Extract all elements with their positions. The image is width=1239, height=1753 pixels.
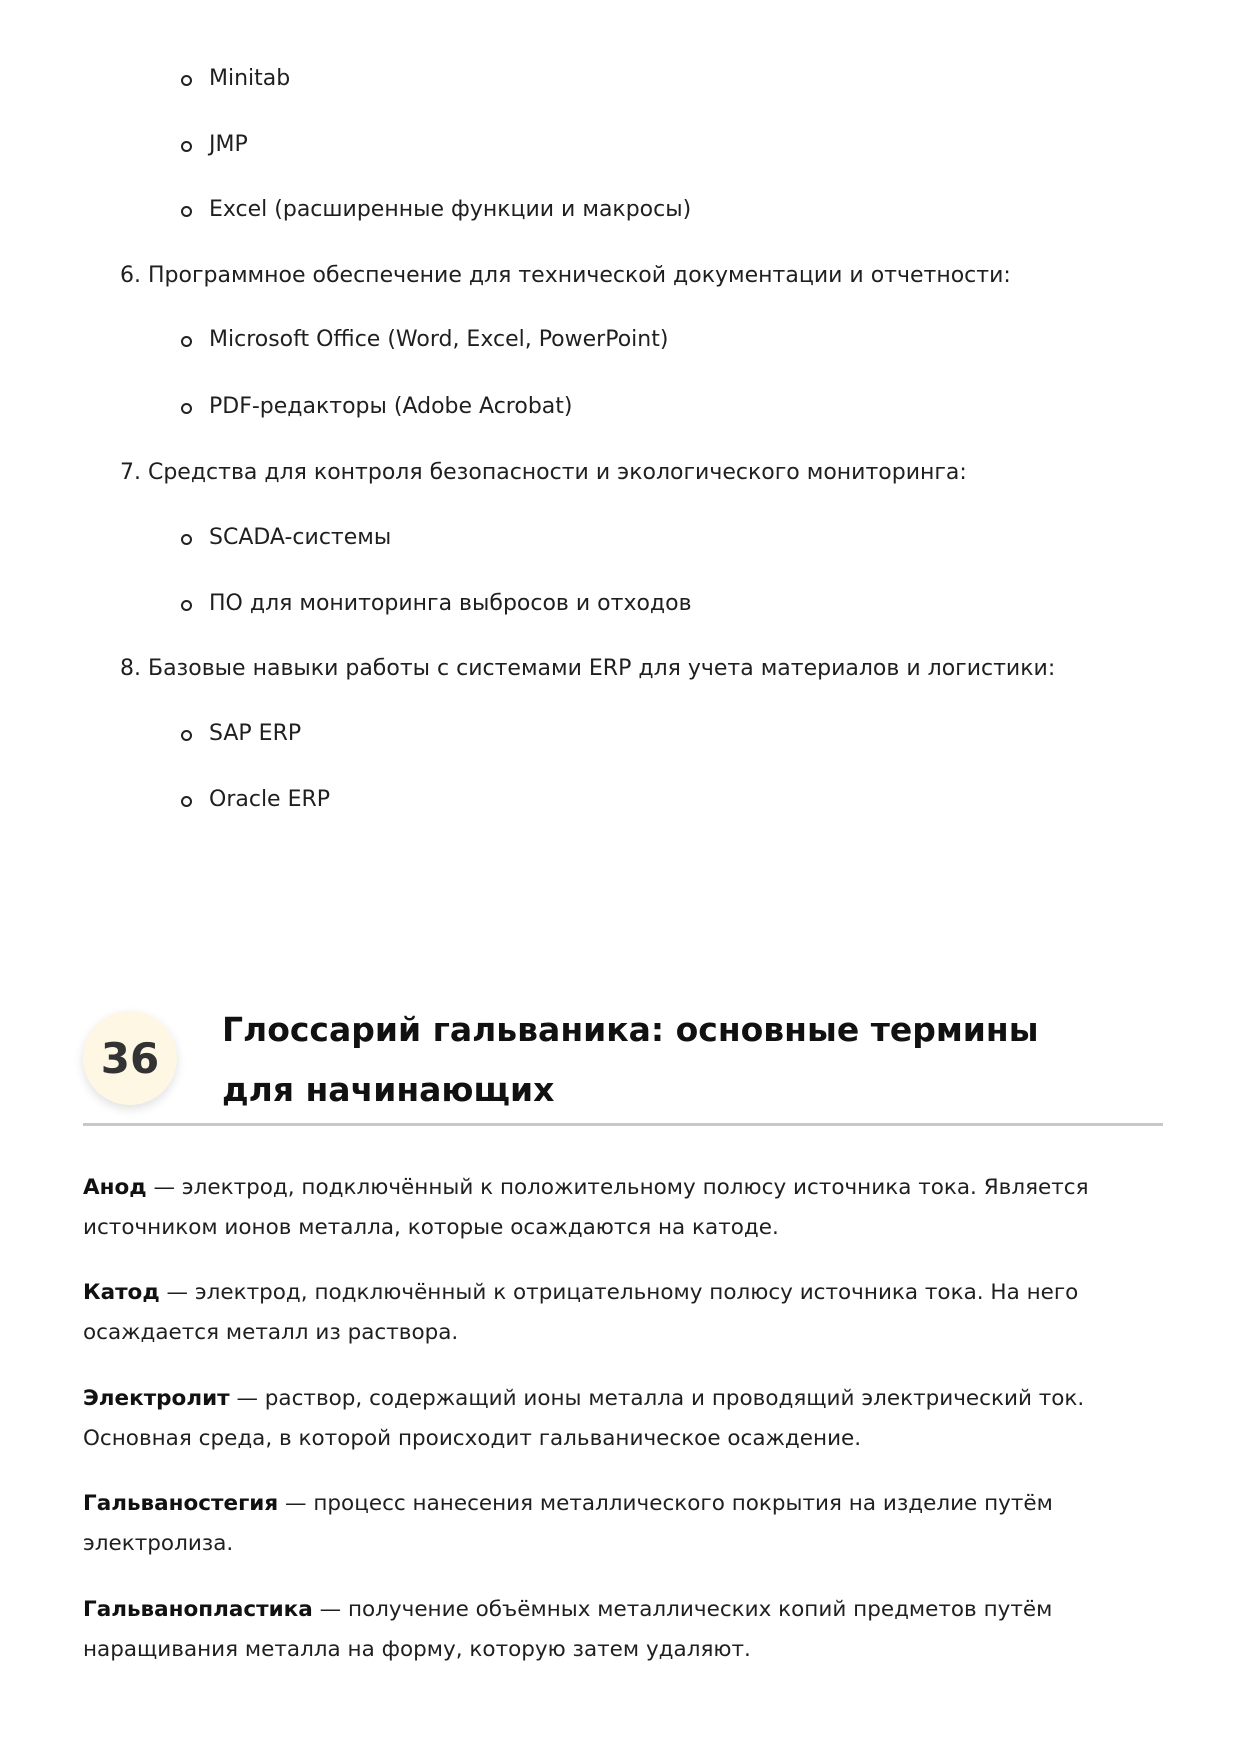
list-item: SCADA-системы <box>209 523 391 553</box>
glossary-entry <box>83 1590 1143 1670</box>
section-title: Глоссарий гальваника: основные термины для начинающих <box>222 1010 1039 1109</box>
glossary-term: Анод <box>83 1175 147 1200</box>
list-item: Minitab <box>209 64 290 94</box>
glossary-entry <box>83 1168 1143 1248</box>
list-item: Excel (расширенные функции и макросы) <box>209 195 691 225</box>
list-item: ПО для мониторинга выбросов и отходов <box>209 589 692 619</box>
numbered-item: 8. Базовые навыки работы с системами ERP для учета материалов и логистики: <box>120 656 1056 681</box>
list-item: Oracle ERP <box>209 785 330 815</box>
glossary-entry <box>83 1484 1143 1564</box>
glossary-term: Электролит <box>83 1386 230 1411</box>
section-number-badge: 36 <box>83 1011 177 1105</box>
list-item: PDF-редакторы (Adobe Acrobat) <box>209 392 572 422</box>
glossary-entry <box>83 1379 1143 1459</box>
glossary-term: Гальванопластика <box>83 1597 313 1622</box>
glossary-definition: — электрод, подключённый к положительному полюсу источника тока. Является источником ионов металла, которые осаждаются на катоде. <box>83 1175 1089 1240</box>
glossary-definition: — процесс нанесения металлического покрытия на изделие путём электролиза. <box>83 1491 1053 1556</box>
glossary-definition: — электрод, подключённый к отрицательному полюсу источника тока. На него осаждается металл из раствора. <box>83 1280 1079 1345</box>
numbered-item: 6. Программное обеспечение для технической документации и отчетности: <box>120 263 1011 288</box>
glossary-definition: — получение объёмных металлических копий предметов путём наращивания металла на форму, которую затем удаляют. <box>83 1597 1053 1662</box>
glossary-term: Гальваностегия <box>83 1491 279 1516</box>
list-item: Microsoft Office (Word, Excel, PowerPoint) <box>209 325 668 355</box>
glossary-entry <box>83 1273 1143 1353</box>
glossary-definition: — раствор, содержащий ионы металла и проводящий электрический ток. Основная среда, в которой происходит гальваническое осаждение. <box>83 1386 1085 1451</box>
list-item: JMP <box>209 130 248 160</box>
divider <box>83 1123 1163 1126</box>
list-item: SAP ERP <box>209 719 301 749</box>
numbered-item: 7. Средства для контроля безопасности и экологического мониторинга: <box>120 460 967 485</box>
glossary-term: Катод <box>83 1280 160 1305</box>
